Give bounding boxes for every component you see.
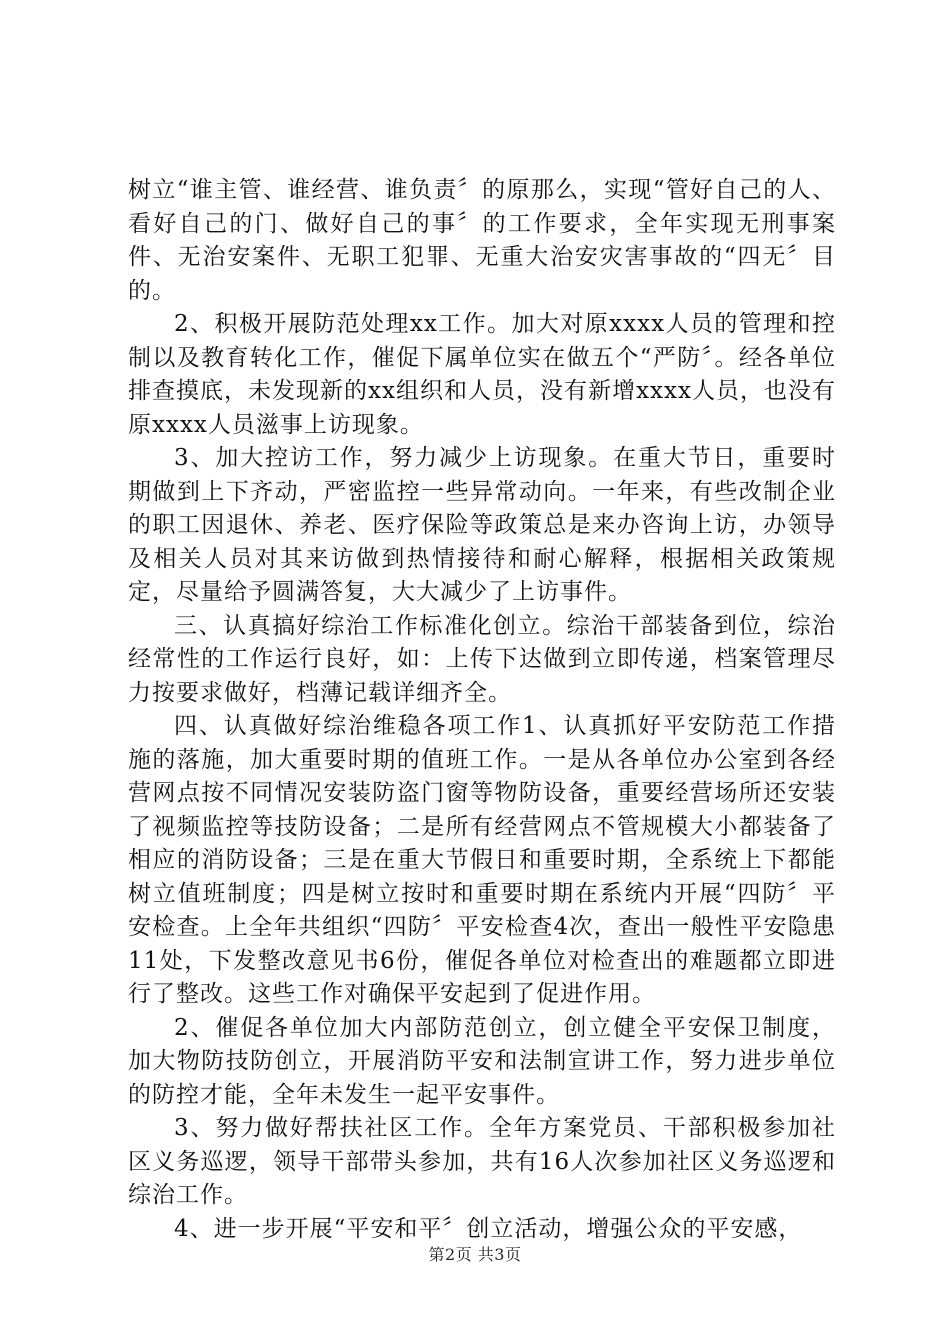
paragraph-continued-principles: 树立“谁主管、谁经营、谁负责〞的原那么，实现“管好自己的人、看好自己的门、做好自己的事〞的工作要求，全年实现无刑事案件、无治安案件、无职工犯罪、无重大治安灾害事故的“四无〞目的。 xyxy=(128,177,836,304)
paragraph-standardization: 三、认真搞好综治工作标准化创立。综治干部装备到位，综治经常性的工作运行良好，如：上传下达做到立即传递，档案管理尽力按要求做好，档薄记载详细齐全。 xyxy=(128,612,836,706)
paragraph-community-support: 3、努力做好帮扶社区工作。全年方案党员、干部积极参加社区义务巡逻，领导干部带头参加，共有16人次参加社区义务巡逻和综治工作。 xyxy=(128,1115,836,1208)
paragraph-stability-measures: 四、认真做好综治维稳各项工作1、认真抓好平安防范工作措施的落施，加大重要时期的值班工作。一是从各单位办公室到各经营网点按不同情况安装防盗门窗等物防设备，重要经营场所还安装了视频监控等技防设备；二是所有经营网点不管规模大小都装备了相应的消防设备；三是在重大节假日和重要时期，全系统上下都能树立值班制度；四是树立按时和重要时期在系统内开展“四防〞平安检查。上全年共组织“四防〞平安检查4次，查出一般性平安隐患11处，下发整改意见书6份，催促各单位对检查出的难题都立即进行了整改。这些工作对确保平安起到了促进作用。 xyxy=(128,713,836,1007)
paragraph-petition-control: 3、加大控访工作，努力减少上访现象。在重大节日，重要时期做到上下齐动，严密监控一些异常动向。一年来，有些改制企业的职工因退休、养老、医疗保险等政策总是来办咨询上访，办领导及相关人员对其来访做到热情接待和耐心解释，根据相关政策规定，尽量给予圆满答复，大大减少了上访事件。 xyxy=(128,445,836,605)
paragraph-peace-campaign: 4、进一步开展“平安和平〞创立活动，增强公众的平安感， xyxy=(174,1215,803,1242)
paragraph-prevention-work: 2、积极开展防范处理xx工作。加大对原xxxx人员的管理和控制以及教育转化工作，催促下属单位实在做五个“严防〞。经各单位排查摸底，未发现新的xx组织和人员，没有新增xxxx人员，也没有原xxxx人员滋事上访现象。 xyxy=(128,311,836,438)
document-body xyxy=(128,174,836,1246)
paragraph-internal-prevention: 2、催促各单位加大内部防范创立，创立健全平安保卫制度，加大物防技防创立，开展消防平安和法制宣讲工作，努力进步单位的防控才能，全年未发生一起平安事件。 xyxy=(128,1014,836,1108)
page-number-footer: 第2页 共3页 xyxy=(428,1245,522,1264)
